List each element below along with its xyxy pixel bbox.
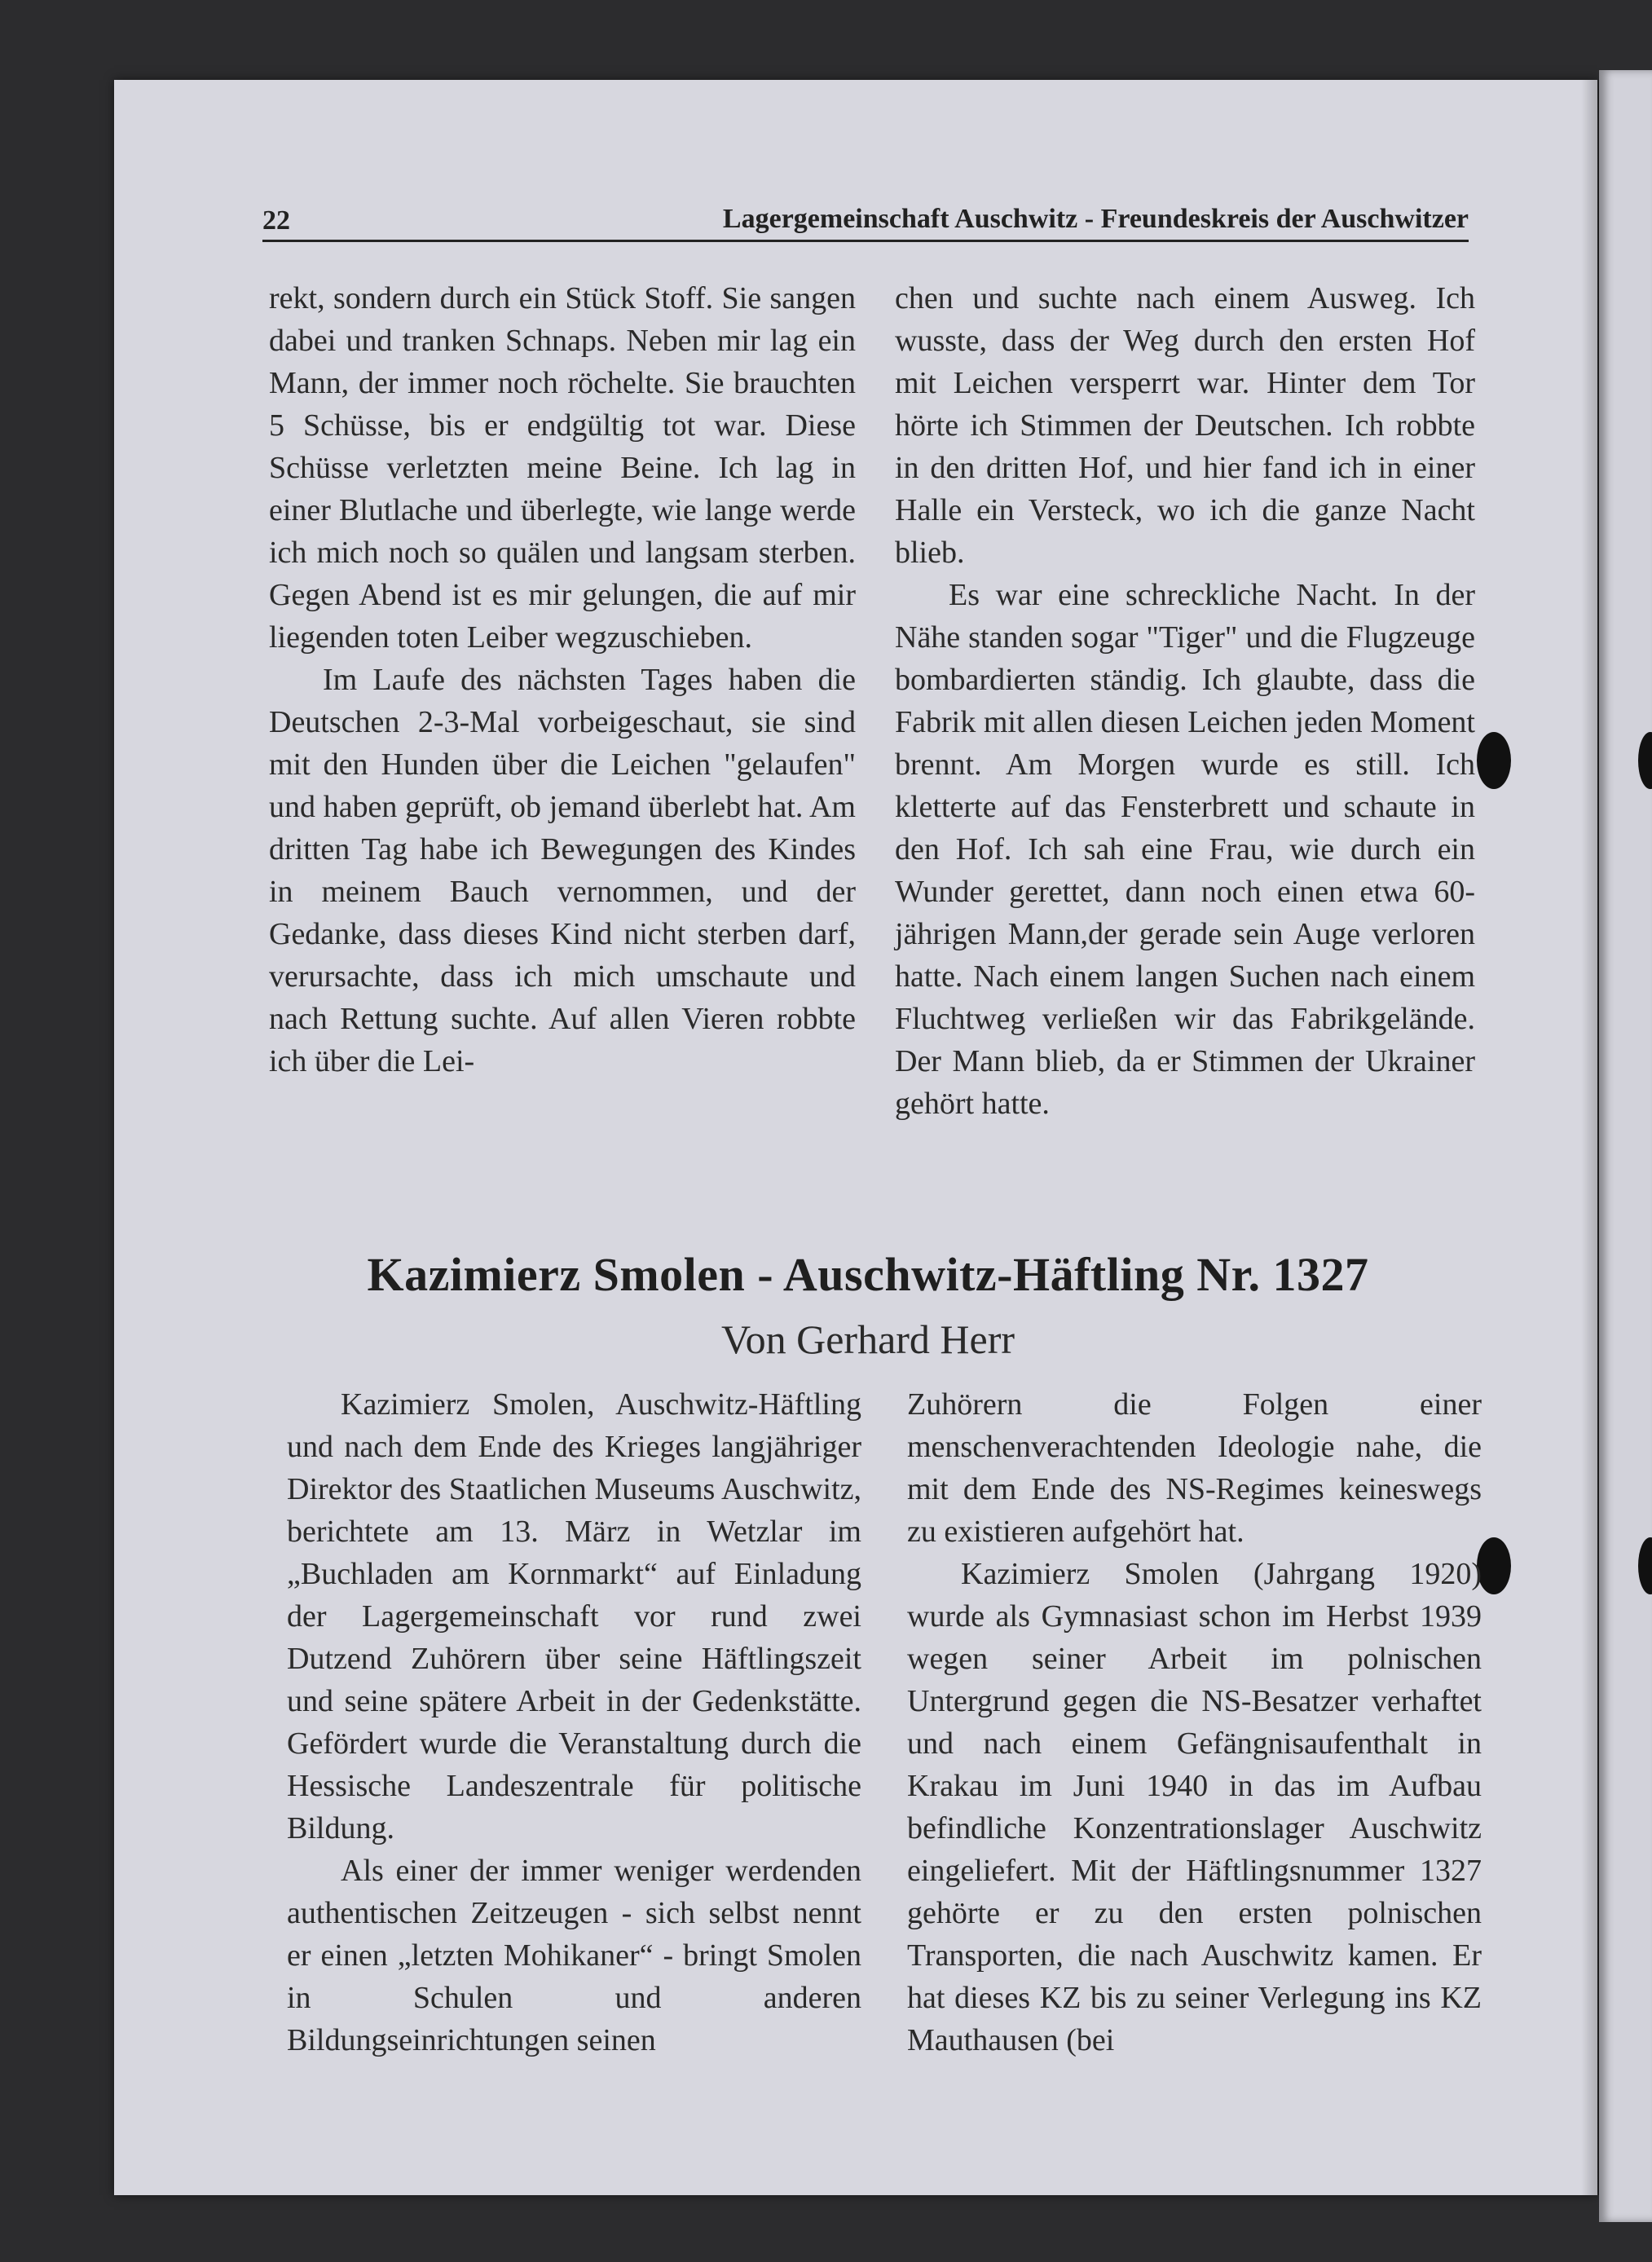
article-title: Kazimierz Smolen - Auschwitz-Häftling Nr. 1327	[367, 1248, 1369, 1301]
punch-hole-upper	[1477, 732, 1511, 789]
paragraph: Es war eine schreckliche Nacht. In der Nähe standen sogar "Tiger" und die Flugzeuge bombardierten ständig. Ich glaubte, dass die Fabrik mit allen diesen Leichen jeden Moment brennt. Am Morgen wurde es still. Ich kletterte auf das Fensterbrett und schaute in den Hof. Ich sah eine Frau, wie durch ein Wunder gerettet, dann noch einen etwa 60-jährigen Mann,der gerade sein Auge verloren hatte. Nach einem langen Suchen nach einem Fluchtweg verließen wir das Fabrikgelände. Der Mann blieb, da er Stimmen der Ukrainer gehört hatte.	[895, 578, 1475, 1121]
header-title: Lagergemeinschaft Auschwitz - Freundeskreis der Auschwitzer	[722, 204, 1469, 234]
running-header	[262, 194, 1469, 242]
text-column-1	[269, 277, 856, 1082]
paragraph: Kazimierz Smolen, Auschwitz-Häftling und nach dem Ende des Krieges langjähriger Direktor des Staatlichen Museums Auschwitz, berichtete am 13. März in Wetzlar im „Buchladen am Kornmarkt“ auf Einladung der Lagergemeinschaft vor rund zwei Dutzend Zuhörern über seine Häftlingszeit und seine spätere Arbeit in der Gedenkstätte. Gefördert wurde die Veranstaltung durch die Hessische Landeszentrale für politische Bildung.	[287, 1387, 861, 1845]
text-column-4	[907, 1383, 1482, 2061]
text-column-2	[895, 277, 1475, 1125]
paragraph: Im Laufe des nächsten Tages haben die Deutschen 2-3-Mal vorbeigeschaut, sie sind mit den Hunden über die Leichen "gelaufen" und haben geprüft, ob jemand überlebt hat. Am dritten Tag habe ich Bewegungen des Kindes in meinem Bauch vernommen, und der Gedanke, dass dieses Kind nicht sterben darf, verursachte, dass ich mich umschaute und nach Rettung suchte. Auf allen Vieren robbte ich über die Lei-	[269, 663, 856, 1078]
binding-shadow	[1581, 80, 1599, 2195]
page-number: 22	[262, 205, 290, 236]
paragraph: Als einer der immer weniger werdenden authentischen Zeitzeugen - sich selbst nennt er einen „letzten Mohikaner“ - bringt Smolen in Schulen und anderen Bildungseinrichtungen seinen	[287, 1854, 861, 2057]
paragraph: rekt, sondern durch ein Stück Stoff. Sie sangen dabei und tranken Schnaps. Neben mir lag ein Mann, der immer noch röchelte. Sie brauchten 5 Schüsse, bis er endgültig tot war. Diese Schüsse verletzten meine Beine. Ich lag in einer Blutlache und überlegte, wie lange werde ich mich noch so quälen und langsam sterben. Gegen Abend ist es mir gelungen, die auf mir liegenden toten Leiber wegzuschieben.	[269, 281, 856, 655]
adjacent-page-edge	[1599, 70, 1652, 2222]
text-column-3	[287, 1383, 861, 2061]
paragraph: chen und suchte nach einem Ausweg. Ich wusste, dass der Weg durch den ersten Hof mit Leichen versperrt war. Hinter dem Tor hörte ich Stimmen der Deutschen. Ich robbte in den dritten Hof, und hier fand ich in einer Halle ein Versteck, wo ich die ganze Nacht blieb.	[895, 281, 1475, 570]
paragraph: Zuhörern die Folgen einer menschenverachtenden Ideologie nahe, die mit dem Ende des NS-Regimes keineswegs zu existieren aufgehört hat.	[907, 1387, 1482, 1549]
article-author: Von Gerhard Herr	[720, 1316, 1015, 1362]
paragraph: Kazimierz Smolen (Jahrgang 1920) wurde als Gymnasiast schon im Herbst 1939 wegen seiner Arbeit im polnischen Untergrund gegen die NS-Besatzer verhaftet und nach einem Gefängnisaufenthalt in Krakau im Juni 1940 in das im Aufbau befindliche Konzentrationslager Auschwitz eingeliefert. Mit der Häftlingsnummer 1327 gehörte er zu den ersten polnischen Transporten, die nach Auschwitz kamen. Er hat dieses KZ bis zu seiner Verlegung ins KZ Mauthausen (bei	[907, 1557, 1482, 2057]
punch-hole-lower	[1477, 1537, 1511, 1594]
